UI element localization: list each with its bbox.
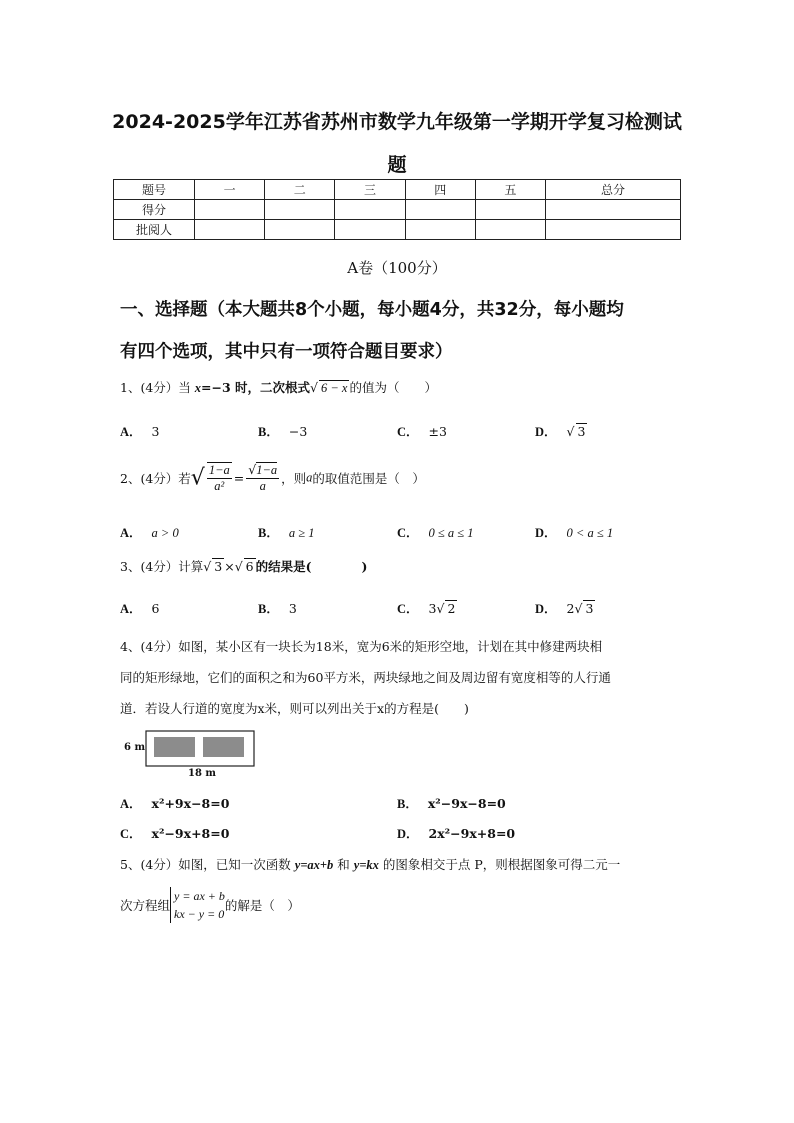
q4-option-d[interactable]: D． 2x²−9x+8=0 bbox=[397, 826, 516, 841]
q2-option-d[interactable]: D． 0 < a ≤ 1 bbox=[535, 526, 614, 540]
row-label: 批阅人 bbox=[114, 220, 195, 240]
score-table bbox=[113, 179, 681, 240]
q3-option-a[interactable]: A． 6 bbox=[120, 601, 160, 616]
q1-option-d[interactable]: D． √ 3 bbox=[535, 424, 586, 439]
q1-condition: =−3 时，二次根式 bbox=[201, 380, 311, 395]
q2-option-c[interactable]: C． 0 ≤ a ≤ 1 bbox=[397, 526, 474, 540]
header-cell: 题号 bbox=[114, 180, 195, 200]
score-input-cell[interactable] bbox=[475, 200, 545, 220]
q2-option-b[interactable]: B． a ≥ 1 bbox=[258, 526, 315, 540]
q2-option-a[interactable]: A． a > 0 bbox=[120, 526, 179, 540]
header-cell: 总分 bbox=[546, 180, 681, 200]
q2-rhs-fraction: $\frac{√1-a}{a}$ bbox=[248, 462, 278, 493]
score-input-cell[interactable] bbox=[546, 200, 681, 220]
header-cell: 三 bbox=[335, 180, 405, 200]
width-label: 6 m bbox=[124, 742, 146, 753]
question-5-line-1: 5、(4分）如图，已知一次函数 y=ax+b 和 y=kx 的图象相交于点 P，则根据图象可得二元一 bbox=[120, 857, 621, 872]
exam-title: 2024-2025学年江苏省苏州市数学九年级第一学期开学复习检测试 bbox=[112, 111, 682, 133]
grader-input-cell[interactable] bbox=[265, 220, 335, 240]
length-label: 18 m bbox=[188, 768, 216, 779]
q1-option-b[interactable]: B． −3 bbox=[258, 424, 308, 439]
header-cell: 五 bbox=[475, 180, 545, 200]
question-4-line-3: 道．若设人行道的宽度为x米，则可以列出关于x的方程是( ) bbox=[120, 701, 469, 716]
green-plot-left bbox=[154, 737, 195, 757]
q4-option-a[interactable]: A． x²+9x−8=0 bbox=[120, 796, 230, 811]
q3-option-c[interactable]: C． 3√ 2 bbox=[397, 601, 456, 616]
score-input-cell[interactable] bbox=[195, 200, 265, 220]
score-row bbox=[114, 200, 681, 220]
exam-title-continued: 题 bbox=[387, 154, 407, 176]
volume-heading: A卷（100分） bbox=[347, 259, 447, 277]
question-3: 3、(4分）计算√ 3 ×√ 6 的结果是( ) bbox=[120, 559, 368, 574]
grader-input-cell[interactable] bbox=[475, 220, 545, 240]
score-table-header-row bbox=[114, 180, 681, 200]
q2-lhs-fraction: $\frac{1-a}{\text{a²}}$ bbox=[208, 463, 230, 493]
q4-option-c[interactable]: C． x²−9x+8=0 bbox=[120, 826, 230, 841]
question-4-line-1: 4、(4分）如图，某小区有一块长为18米，宽为6米的矩形空地，计划在其中修建两块相 bbox=[120, 639, 603, 654]
header-cell: 一 bbox=[195, 180, 265, 200]
header-cell: 四 bbox=[405, 180, 475, 200]
grader-input-cell[interactable] bbox=[195, 220, 265, 240]
header-cell: 二 bbox=[265, 180, 335, 200]
grader-row bbox=[114, 220, 681, 240]
equation-system: y = ax + b kx − y = 0 bbox=[170, 887, 225, 923]
q4-option-b[interactable]: B． x²−9x−8=0 bbox=[397, 796, 506, 811]
q1-option-c[interactable]: C． ±3 bbox=[397, 424, 447, 439]
grader-input-cell[interactable] bbox=[405, 220, 475, 240]
green-plot-right bbox=[203, 737, 244, 757]
q3-option-b[interactable]: B． 3 bbox=[258, 601, 297, 616]
q1-var: x bbox=[194, 381, 202, 395]
grader-input-cell[interactable] bbox=[546, 220, 681, 240]
score-input-cell[interactable] bbox=[335, 200, 405, 220]
section-heading: 一、选择题（本大题共8个小题，每小题4分，共32分，每小题均 bbox=[120, 300, 624, 320]
question-1: 1、(4分）当 x=−3 时，二次根式√ 6 − x 的值为（ ） bbox=[120, 380, 437, 395]
section-heading-continued: 有四个选项，其中只有一项符合题目要求） bbox=[120, 342, 453, 362]
q1-prefix: 1、(4分）当 bbox=[120, 380, 195, 395]
question-4-line-2: 同的矩形绿地，它们的面积之和为60平方米，两块绿地之间及周边留有宽度相等的人行通 bbox=[120, 670, 611, 685]
q1-suffix: 的值为（ ） bbox=[349, 380, 437, 395]
grader-input-cell[interactable] bbox=[335, 220, 405, 240]
q1-option-a[interactable]: A． 3 bbox=[120, 424, 160, 439]
score-input-cell[interactable] bbox=[405, 200, 475, 220]
row-label: 得分 bbox=[114, 200, 195, 220]
q3-option-d[interactable]: D． 2√ 3 bbox=[535, 601, 594, 616]
q1-radicand: 6 − x bbox=[320, 381, 348, 395]
question-2: 2、(4分）若√ $\frac{1-a}{\text{a²}}$ = $\frac{√1-a}{a}$ ，则a的取值范围是（ ） bbox=[120, 462, 425, 493]
score-input-cell[interactable] bbox=[265, 200, 335, 220]
rectangle-diagram bbox=[124, 730, 254, 780]
question-5-line-2: 次方程组 y = ax + b kx − y = 0 的解是（ ） bbox=[120, 889, 300, 921]
